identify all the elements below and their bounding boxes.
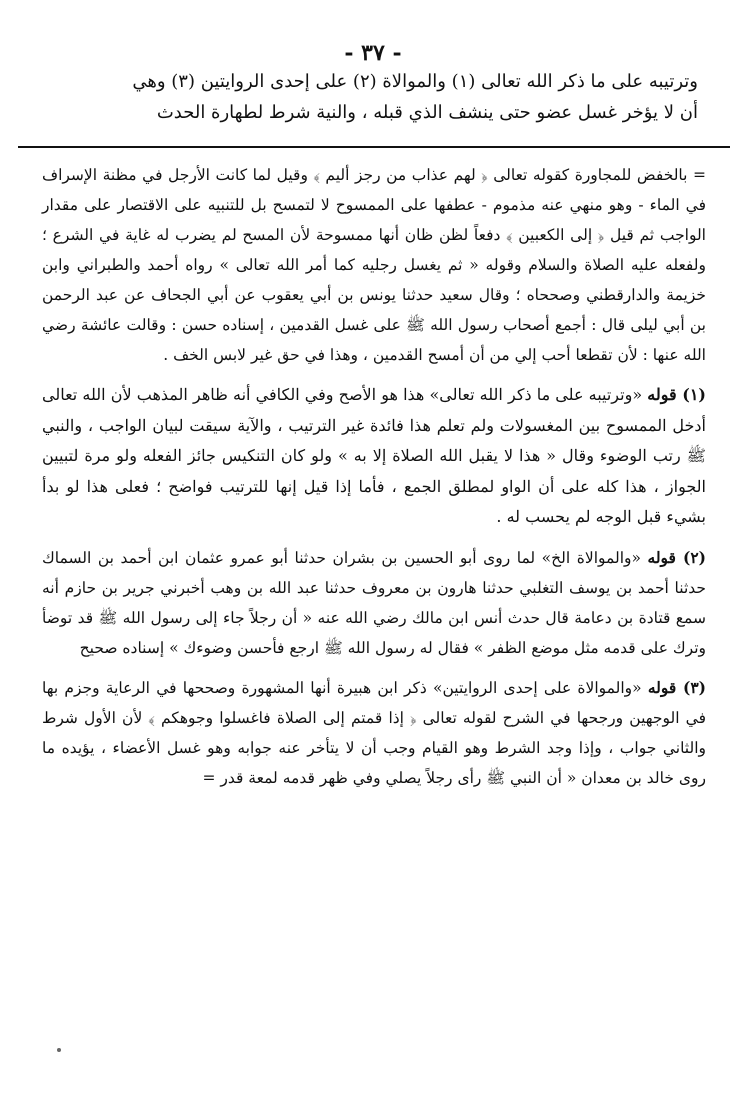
footnote-marker: (٢) قوله: [647, 547, 706, 567]
main-text-line: أن لا يؤخر غسل عضو حتى ينشف الذي قبله ، والنية شرط لطهارة الحدث: [156, 102, 698, 123]
footnote-text: «والموالاة على إحدى الروايتين» ذكر ابن هبيرة أنها المشهورة وصححها في الرعاية وجزم بها في الوجهين ورجحها في الشرح لقوله تعالى ﴿ إذا قمتم إلى الصلاة فاغسلوا وجوهكم ﴾ لأن الأول شرط والثاني جواب ، وإذا وجد الشرط وهو القيام وجب أن لا يتأخر عنه جوابه وهو غسل الأعضاء ، يؤيده ما روى خالد بن معدان « أن النبي ﷺ رأى رجلاً يصلي وفي ظهر قدمه لمعة قدر =: [42, 678, 706, 787]
main-text-line: وترتيبه على ما ذكر الله تعالى (١) والموالاة (٢) على إحدى الروايتين (٣) وهي: [132, 71, 698, 92]
footnote-text: «وترتيبه على ما ذكر الله تعالى» هذا هو الأصح وفي الكافي أنه ظاهر المذهب لأن الله تعالى أدخل الممسوح بين المغسولات ولم تعلم هذا فائدة غير الترتيب ، والآية سيقت لبيان الواجب ، والنبي ﷺ رتب الوضوء وقال « هذا لا يقبل الله الصلاة إلا به » ولو كان التنكيس جائز الفعله ولو مرة لتبيين الجواز ، هذا كله على أن الواو لمطلق الجمع ، فأما إذا قيل إنها للترتيب فواضح ؛ فعلى هذا لو بدأ بشيء قبل الوجه لم يحسب له .: [42, 385, 707, 526]
footnotes: [42, 160, 706, 803]
footnote-text: = بالخفض للمجاورة كقوله تعالى ﴿ لهم عذاب من رجز أليم ﴾ وقيل لما كانت الأرجل في مظنة الإسراف في الماء - وهو منهي عنه مذموم - عطفها على الممسوح لا لتمسح بل للتنبيه على الاقتصار على مقدار الواجب ثم قيل ﴿ إلى الكعبين ﴾ دفعاً لظن ظان أنها ممسوحة لأن المسح لم يضرب له غاية في الشرع ؛ ولفعله عليه الصلاة والسلام وقوله « ثم يغسل رجليه كما أمر الله تعالى » رواه أحمد والطبراني وابن خزيمة والدارقطني وصححاه ؛ وقال سعيد حدثنا يونس بن أبي يعقوب عن أبي الجحاف عن عبد الرحمن بن أبي ليلى قال : أجمع أصحاب رسول الله ﷺ على غسل القدمين ، إسناده حسن : وقالت عائشة رضي الله عنها : لأن تقطعا أحب إلي من أن أمسح القدمين ، وهذا في حق غير لابس الخف .: [42, 166, 706, 364]
main-text: [48, 66, 698, 128]
footnote-text: «والموالاة الخ» لما روى أبو الحسين بن بشران حدثنا أبو عمرو عثمان ابن أحمد بن السماك حدثنا أحمد بن يوسف التغلبي حدثنا هارون بن معروف حدثنا عبد الله بن وهب أخبرني جرير بن حازم أنه سمع قتادة بن دعامة قال حدث أنس ابن مالك رضي الله عنه « أن رجلاً جاء إلى رسول الله ﷺ قد توضأ وترك على قدمه مثل موضع الظفر » فقال له رسول الله ﷺ ارجع فأحسن وضوءك » إسناده صحيح: [42, 548, 706, 657]
speck-mark: [57, 1048, 61, 1052]
divider: [18, 146, 730, 148]
footnote-continuation: [42, 160, 706, 370]
footnote-marker: (١) قوله: [647, 385, 706, 404]
footnote-marker: (٣) قوله: [647, 677, 706, 697]
page-number: - ٣٧ -: [344, 40, 402, 66]
footnote-1: [42, 380, 706, 533]
footnote-2: [42, 543, 706, 663]
footnote-3: [42, 673, 706, 793]
